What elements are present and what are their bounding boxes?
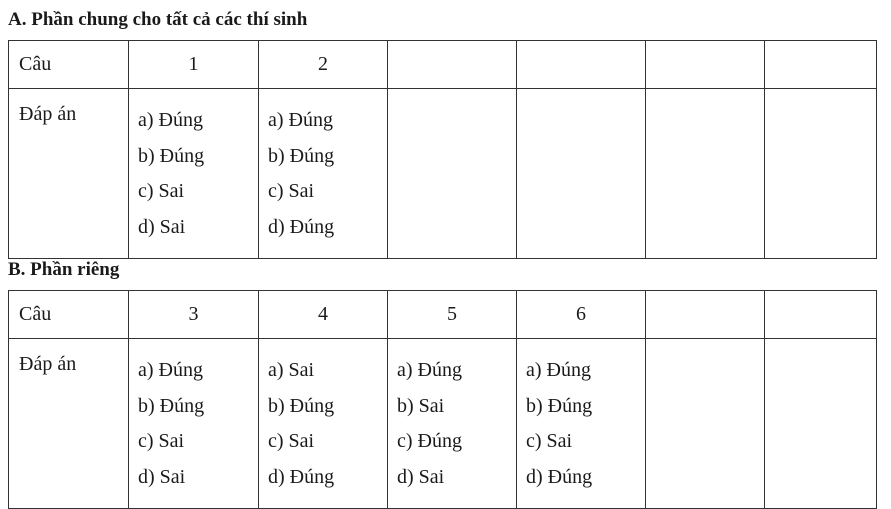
answer-line: a) Sai [268,359,315,381]
question-number-cell [517,41,646,89]
question-number-cell: 4 [259,291,388,339]
answer-line: b) Đúng [268,394,335,417]
answer-cell [259,89,388,259]
answer-line: a) Đúng [138,109,203,131]
answer-line: b) Đúng [138,144,205,167]
question-row-label: Câu [9,41,129,89]
answer-row-label: Đáp án [19,103,77,125]
answer-cell [129,339,259,509]
question-number-cell: 3 [129,291,259,339]
answer-row [9,339,877,509]
answer-row-label-cell [9,339,129,509]
answer-cell [259,339,388,509]
question-number-cell [646,41,765,89]
question-number-cell [646,291,765,339]
answer-line: d) Sai [138,215,186,238]
answer-cell-empty [517,89,646,259]
question-number-cell: 5 [388,291,517,339]
section-a-title: A. Phần chung cho tất cả các thí sinh [8,9,308,30]
answer-line: c) Sai [138,430,185,452]
answer-line: a) Đúng [526,359,591,381]
answer-table-b [8,290,877,509]
answer-cell [517,339,646,509]
answer-line: b) Đúng [138,394,205,417]
answer-cell-empty [765,89,877,259]
question-number-cell [765,291,877,339]
answer-cell-empty [646,89,765,259]
answer-row [9,89,877,259]
answer-line: d) Đúng [268,215,335,238]
answer-row-label: Đáp án [19,353,77,375]
answer-line: a) Đúng [268,109,333,131]
answer-cell [129,89,259,259]
answer-line: b) Sai [397,394,445,417]
question-number-cell: 6 [517,291,646,339]
question-number-cell [765,41,877,89]
section-b-title: B. Phần riêng [8,259,120,280]
question-row-label: Câu [9,291,129,339]
question-number-cell [388,41,517,89]
answer-line: d) Sai [138,465,186,488]
answer-cell-empty [646,339,765,509]
answer-cell-empty [388,89,517,259]
answer-row-label-cell [9,89,129,259]
answer-line: c) Sai [268,180,315,202]
answer-line: a) Đúng [397,359,462,381]
answer-line: c) Sai [138,180,185,202]
answer-cell-empty [765,339,877,509]
answer-line: b) Đúng [268,144,335,167]
answer-line: d) Đúng [526,465,593,488]
answer-line: a) Đúng [138,359,203,381]
answer-line: c) Sai [268,430,315,452]
answer-table-a [8,40,877,259]
answer-cell [388,339,517,509]
question-row [9,291,877,339]
answer-line: b) Đúng [526,394,593,417]
question-number-cell: 2 [259,41,388,89]
answer-line: d) Đúng [268,465,335,488]
question-number-cell: 1 [129,41,259,89]
question-row [9,41,877,89]
answer-line: d) Sai [397,465,445,488]
answer-line: c) Đúng [397,430,462,452]
answer-line: c) Sai [526,430,573,452]
